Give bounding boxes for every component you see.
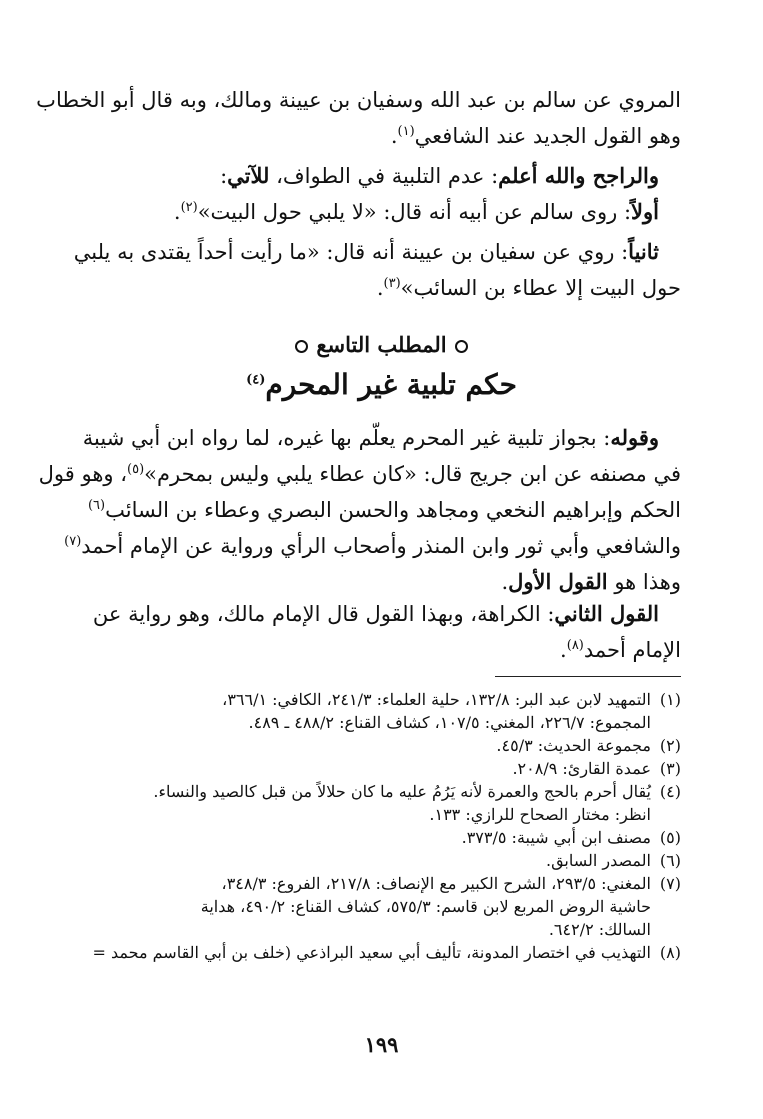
- footnote-divider: [495, 676, 681, 677]
- intro-line-1: المروي عن سالم بن عبد الله وسفيان بن عيينة ومالك، وبه قال أبو الخطاب: [36, 88, 681, 112]
- footnotes: [82, 688, 681, 964]
- second-opinion-label: القول الثاني: [554, 601, 659, 626]
- footnote-ref-2: (٢): [180, 200, 198, 215]
- footnote-ref-6: (٦): [87, 498, 106, 513]
- footnote-3: (٣) عمدة القارئ: ٢٠٨/٩.: [512, 759, 681, 778]
- second-opinion: القول الثاني: الكراهة، وبهذا القول قال الإمام مالك، وهو رواية عن الإمام أحمد$^{(٨)}$.: [92, 601, 681, 662]
- body-lead: وقوله: [610, 425, 659, 450]
- footnote-ref-3: (٣): [383, 276, 401, 291]
- footnote-8: (٨) التهذيب في اختصار المدونة، تأليف أبي سعيد البراذعي (خلف بن أبي القاسم محمد =: [92, 943, 681, 962]
- section-subtitle: المطلب التاسع: [0, 332, 763, 357]
- second-label: ثانياً: [628, 239, 659, 264]
- ring-icon: [455, 340, 468, 353]
- preferred-opinion: والراجح والله أعلم: عدم التلبية في الطواف، للآتي:: [220, 163, 659, 188]
- footnote-7: (٧) المغني: ٢٩٣/٥، الشرح الكبير مع الإنصاف: ٢١٧/٨، الفروع: ٣٤٨/٣، حاشية الروض المربع لابن قاسم: ٥٧٥/٣، كشاف القناع: ٤٩٠/٢، هداية السالك: ٦٤٢/٢.: [200, 874, 681, 939]
- first-evidence: أولاً: روى سالم عن أبيه أنه قال: «لا يلبي حول البيت»$^{(٢)}$.: [173, 199, 659, 224]
- footnote-2: (٢) مجموعة الحديث: ٤٥/٣.: [496, 736, 681, 755]
- page-number: ١٩٩: [364, 1032, 399, 1057]
- footnote-5: (٥) مصنف ابن أبي شيبة: ٣٧٣/٥.: [461, 828, 681, 847]
- intro-line-2: وهو القول الجديد عند الشافعي$^{(١)}$.: [390, 124, 681, 148]
- footnote-ref-4: (٤): [246, 372, 266, 388]
- footnote-ref-8: (٨): [566, 638, 584, 653]
- footnote-6: (٦) المصدر السابق.: [545, 851, 681, 870]
- intro-paragraph: [36, 82, 681, 154]
- section-title: حكم تلبية غير المحرم$^{(٤)}$: [246, 368, 517, 401]
- footnote-ref-7: (٧): [64, 534, 82, 549]
- footnote-1: (١) التمهيد لابن عبد البر: ١٣٢/٨، حلية العلماء: ٢٤١/٣، الكافي: ٣٦٦/١، المجموع: ٢٢٦/٧، المغني: ١٠٧/٥، كشاف القناع: ٤٨٨/٢ ـ ٤٨٩.: [222, 690, 681, 732]
- second-evidence: ثانياً: روي عن سفيان بن عيينة أنه قال: «ما رأيت أحداً يقتدى به يلبي حول البيت إلا عطاء بن السائب»$^{(٣)}$.: [73, 239, 681, 300]
- first-opinion-label: القول الأول: [508, 569, 608, 594]
- preferred-lead: والراجح والله أعلم: [498, 163, 659, 188]
- first-label: أولاً: [631, 199, 659, 224]
- ring-icon: [295, 340, 308, 353]
- footnote-ref-5: (٥): [127, 462, 145, 477]
- footnote-4: (٤) يُقال أحرم بالحج والعمرة لأنه يَرُمُ عليه ما كان حلالاً من قبل كالصيد والنساء. انظر: مختار الصحاح للرازي: ١٣٣.: [153, 782, 681, 824]
- footnote-ref-1: (١): [397, 124, 415, 139]
- body-paragraph: وقوله: بجواز تلبية غير المحرم يعلّم بها غيره، لما رواه ابن أبي شيبة في مصنفه عن ابن جريج قال: «كان عطاء يلبي وليس بمحرم»$^{(٥)}$، وهو قول الحكم وإبراهيم النخعي ومجاهد والحسن البصري وعطاء بن السائب$^{(٦)}$ والشافعي وأبي ثور وابن المنذر وأصحاب الرأي ورواية عن الإمام أحمد$^{(٧)}$ وهذا هو القول الأول.: [38, 425, 681, 594]
